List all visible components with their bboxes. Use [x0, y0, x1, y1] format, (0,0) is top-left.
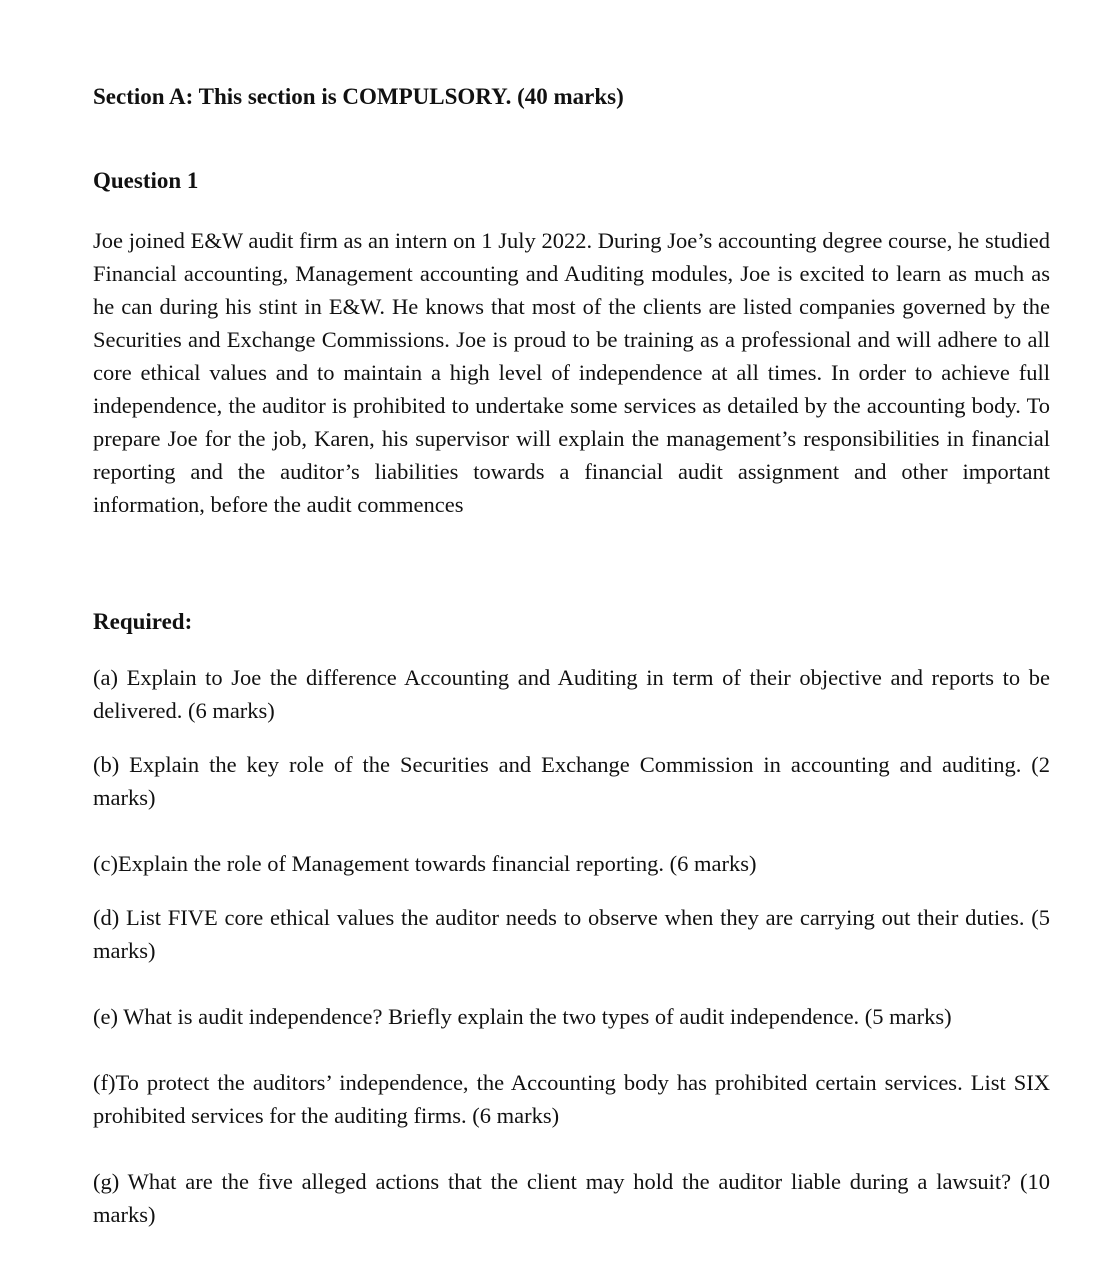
- question-intro: Joe joined E&W audit firm as an intern on 1 July 2022. During Joe’s accounting degree course, he studied Financial accounting, Management accounting and Auditing modules, Joe is excited to learn as much as he can during his stint in E&W. He knows that most of the clients are listed companies governed by the Securities and Exchange Commissions. Joe is proud to be training as a professional and will adhere to all core ethical values and to maintain a high level of independence at all times. In order to achieve full independence, the auditor is prohibited to undertake some services as detailed by the accounting body. To prepare Joe for the job, Karen, his supervisor will explain the management’s responsibilities in financial reporting and the auditor’s liabilities towards a financial audit assignment and other important information, before the audit commences: [93, 228, 1050, 517]
- section-title: Section A: This section is COMPULSORY. (40 marks): [93, 84, 624, 109]
- question-title: Question 1: [93, 168, 199, 193]
- question-part-e: (e) What is audit independence? Briefly explain the two types of audit independence. (5 marks): [93, 1004, 952, 1029]
- question-part-g: (g) What are the five alleged actions that the client may hold the auditor liable during a lawsuit? (10 marks): [93, 1169, 1050, 1227]
- question-part-b: (b) Explain the key role of the Securities and Exchange Commission in accounting and auditing. (2 marks): [93, 752, 1050, 810]
- question-part-d: (d) List FIVE core ethical values the auditor needs to observe when they are carrying out their duties. (5 marks): [93, 905, 1050, 963]
- question-part-a: (a) Explain to Joe the difference Accounting and Auditing in term of their objective and reports to be delivered. (6 marks): [93, 665, 1050, 723]
- question-part-f: (f)To protect the auditors’ independence, the Accounting body has prohibited certain services. List SIX prohibited services for the auditing firms. (6 marks): [93, 1070, 1050, 1128]
- question-part-c: (c)Explain the role of Management towards financial reporting. (6 marks): [93, 851, 757, 876]
- required-heading: Required:: [93, 609, 193, 634]
